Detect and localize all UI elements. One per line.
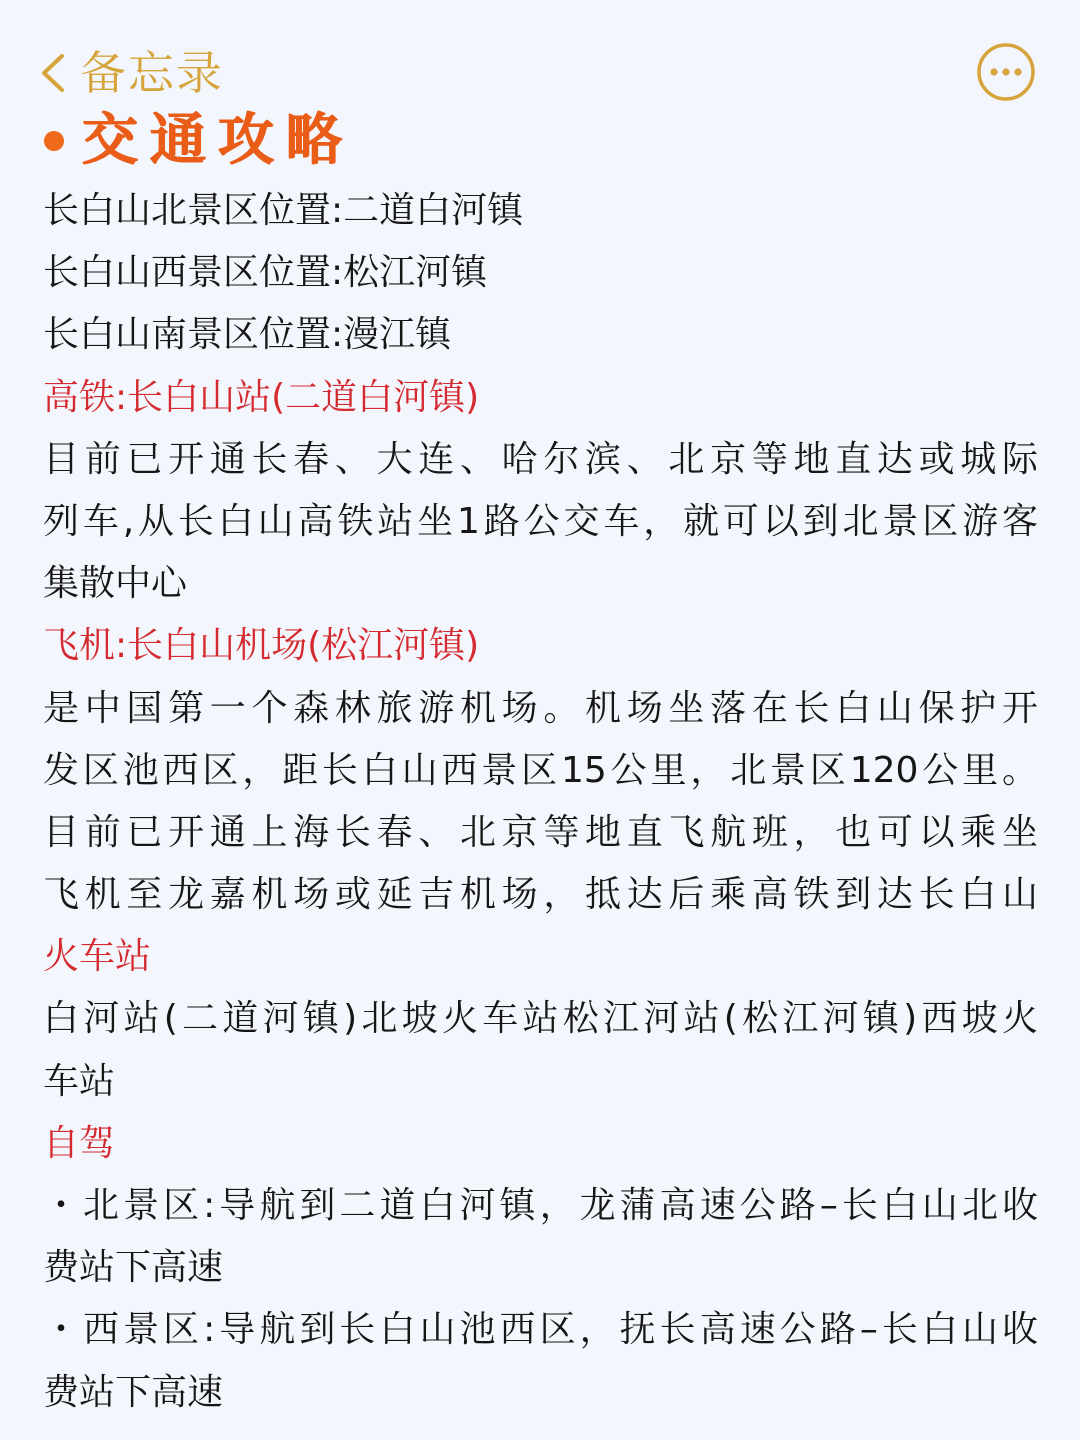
note-text-line: 长白山西景区位置:松江河镇: [43, 252, 488, 294]
note-text-line: 费站下高速: [43, 1371, 224, 1413]
note-text-line: 是中国第一个森林旅游机场。机场坐落在长白山保护开: [43, 687, 1038, 729]
section-heading: 高铁:长白山站(二道白河镇): [43, 376, 480, 418]
note-text-line: 白河站(二道河镇)北坡火车站松江河站(松江河镇)西坡火: [43, 998, 1038, 1040]
note-text-line: 目前已开通长春、大连、哈尔滨、北京等地直达或城际: [43, 438, 1038, 480]
section-heading: 飞机:长白山机场(松江河镇): [43, 625, 480, 667]
section-heading: 火车站: [43, 936, 152, 978]
note-title-row: [40, 106, 354, 176]
note-content: [43, 180, 1038, 1424]
note-text-line: 目前已开通上海长春、北京等地直飞航班，也可以乘坐: [43, 811, 1038, 853]
note-text-line: 长白山南景区位置:漫江镇: [43, 314, 452, 356]
chevron-left-icon: [34, 48, 74, 98]
title-bullet-dot: [44, 131, 64, 151]
note-text-line: ・北景区:导航到二道白河镇，龙蒲高速公路–长白山北收: [43, 1185, 1038, 1226]
note-text-line: 车站: [43, 1060, 116, 1102]
more-options-icon: [976, 42, 1036, 102]
back-button[interactable]: [34, 38, 224, 108]
note-text-line: 集散中心: [43, 563, 188, 605]
note-text-line: 列车,从长白山高铁站坐1路公交车，就可以到北景区游客: [43, 500, 1038, 542]
note-title: 交通攻略: [82, 108, 354, 173]
section-heading: 自驾: [43, 1122, 116, 1164]
more-options-button[interactable]: [976, 42, 1036, 102]
note-text-line: ・西景区:导航到长白山池西区，抚长高速公路–长白山收: [43, 1309, 1038, 1351]
note-text-line: 飞机至龙嘉机场或延吉机场，抵达后乘高铁到达长白山: [43, 874, 1038, 916]
note-text-line: 长白山北景区位置:二道白河镇: [43, 190, 524, 231]
navigation-bar: [0, 38, 1080, 108]
back-label: 备忘录: [80, 46, 224, 100]
note-text-line: 发区池西区，距长白山西景区15公里，北景区120公里。: [43, 749, 1038, 791]
note-text-line: 费站下高速: [43, 1247, 224, 1289]
